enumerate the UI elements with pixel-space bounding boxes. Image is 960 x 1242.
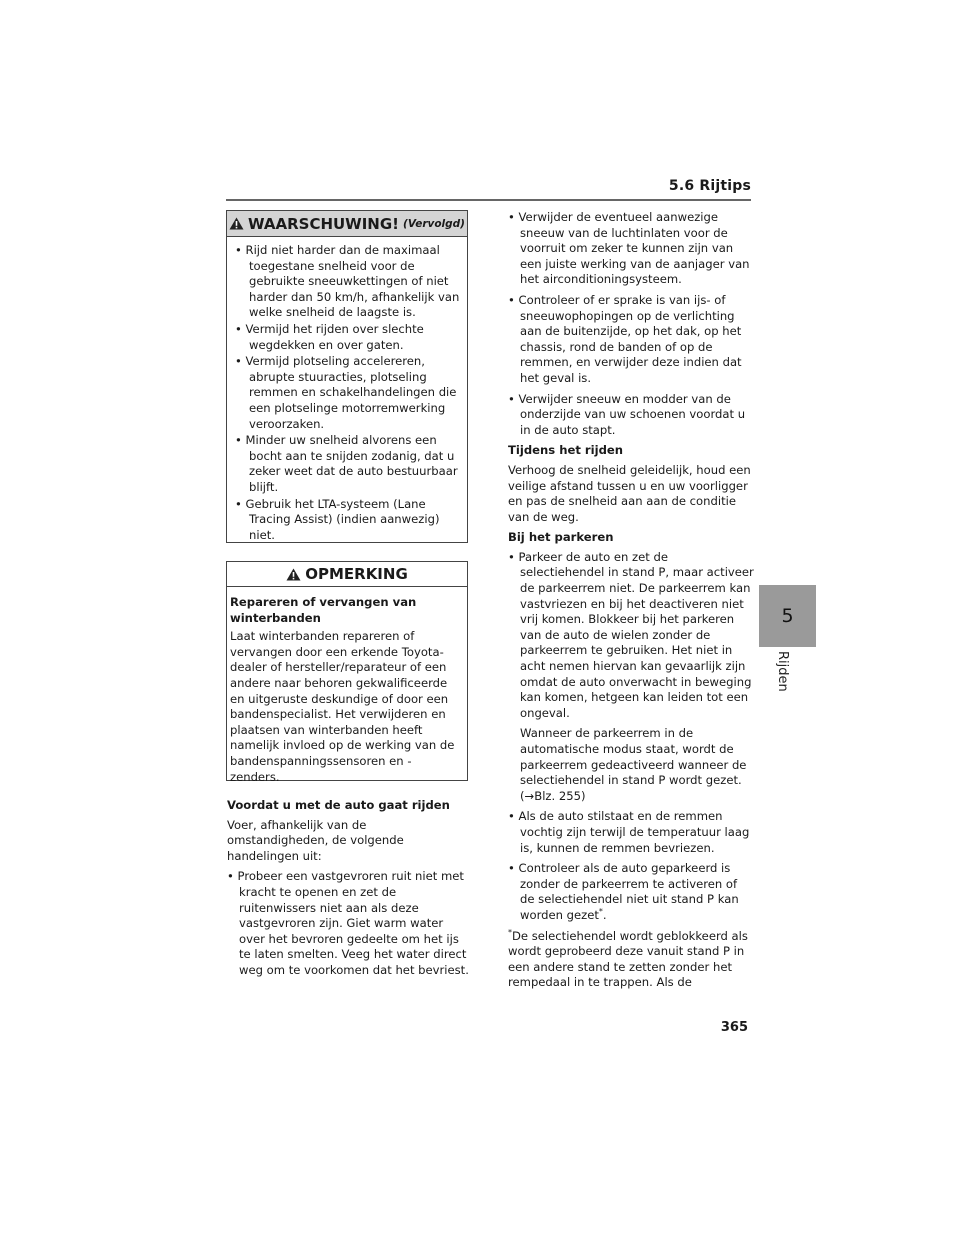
caution-icon [286, 568, 301, 581]
parking-list [508, 550, 754, 924]
notice-body [227, 587, 467, 785]
list-item: • Minder uw snelheid alvorens een bocht aan te snijden zodanig, dat u zeker weet dat de auto bestuurbaar blijft. [235, 433, 458, 494]
notice-subtitle: Repareren of vervangen van winterbanden [230, 595, 417, 625]
warning-box [226, 210, 468, 543]
list-item: • Als de auto stilstaat en de remmen vochtig zijn terwijl de temperatuur laag is, kunnen de remmen bevriezen. [508, 809, 750, 855]
warning-icon [229, 217, 244, 230]
list-item: • Parkeer de auto en zet de selectiehendel in stand P, maar activeer de parkeerrem niet. De parkeerrem kan vastvriezen en bij het deactiveren niet vrij komen. Blokkeer bij het parkeren van de auto de wielen zonder de parkeerrem te gebruiken. Het niet in acht nemen hiervan kan gevaarlijk zijn omdat de auto onverwacht in beweging kan komen, hetgeen kan leiden tot een ongeval. Wanneer de parkeerrem in de automatische modus staat, wordt de parkeerrem gedeactiveerd wanneer de selectiehendel in stand P wordt gezet. (→Blz. 255) [508, 549, 754, 803]
list-item: • Vermijd het rijden over slechte wegdekken en over gaten. [235, 321, 424, 352]
left-column [227, 798, 471, 984]
chapter-label: Rijden [775, 651, 790, 692]
notice-box [226, 561, 468, 784]
list-item: • Vermijd plotseling accelereren, abrupte stuuracties, plotseling remmen en schakelhandelingen die een plotselinge motorremwerking veroorzaken. [235, 354, 457, 431]
list-item: • Verwijder de eventueel aanwezige sneeuw van de luchtinlaten voor de voorruit om zeker te kunnen zijn van een juiste werking van de aanjager van het airconditioningsysteem. [508, 210, 750, 287]
right-column [508, 210, 754, 996]
parking-heading: Bij het parkeren [508, 530, 614, 545]
list-item: • Verwijder sneeuw en modder van de onderzijde van uw schoenen voordat u in de auto stapt. [508, 391, 746, 437]
parking-note: Wanneer de parkeerrem in de automatische modus staat, wordt de parkeerrem gedeactiveerd wanneer de selectiehendel in stand P wordt gezet. (→Blz. 255) [520, 726, 747, 803]
list-item: • Probeer een vastgevroren ruit niet met kracht te openen en zet de ruitenwissers niet aan als deze vastgevroren zijn. Giet warm water over het bevroren gedeelte om het ijs te laten smelten. Veeg het water direct weg om te voorkomen dat het bevriest. [227, 869, 469, 977]
warning-header [227, 211, 467, 237]
list-item: • Controleer of er sprake is van ijs- of sneeuwophopingen op de verlichting aan de buitenzijde, op het dak, op het chassis, rond de banden of op de remmen, en verwijder deze indien dat het geval is. [508, 292, 742, 385]
before-driving-list [227, 869, 471, 978]
warning-title: WAARSCHUWING! [248, 214, 400, 233]
warning-list [227, 237, 467, 543]
warning-continued: (Vervolgd) [403, 217, 465, 230]
notice-title: OPMERKING [305, 565, 408, 583]
header-rule [226, 199, 751, 201]
notice-text: Laat winterbanden repareren of vervangen door een erkende Toyota-dealer of hersteller/reparateur of een andere naar behoren gekwalificeerde en uitgeruste deskundige of door een bandenspecialist. Het verwijderen en plaatsen van winterbanden heeft namelijk invloed op de werking van de bandenspanningssensoren en -zenders. [230, 629, 455, 784]
while-driving-heading: Tijdens het rijden [508, 443, 623, 458]
chapter-number: 5 [781, 605, 794, 627]
before-driving-list-cont [508, 210, 754, 438]
list-item: • Controleer als de auto geparkeerd is zonder de parkeerrem te activeren of de selectiehendel niet uit stand P kan worden gezet*. [508, 861, 739, 922]
list-item: • Gebruik het LTA-systeem (Lane Tracing Assist) (indien aanwezig) niet. [235, 496, 440, 542]
footnote: *De selectiehendel wordt geblokkeerd als wordt geprobeerd deze vanuit stand P in een andere stand te zetten zonder het rempedaal in te trappen. Als de [508, 927, 748, 990]
page-number: 365 [720, 1020, 748, 1035]
before-driving-intro: Voer, afhankelijk van de omstandigheden, de volgende handelingen uit: [227, 817, 404, 863]
notice-header [227, 562, 467, 587]
list-item: • Rijd niet harder dan de maximaal toegestane snelheid voor de gebruikte sneeuwkettingen of niet harder dan 50 km/h, afhankelijk van welke snelheid de laagste is. [235, 243, 460, 320]
section-title: 5.6 Rijtips [668, 178, 751, 194]
while-driving-text: Verhoog de snelheid geleidelijk, houd een veilige afstand tussen u en uw voorligger en pas de snelheid aan aan de conditie van de weg. [508, 462, 751, 524]
before-driving-heading: Voordat u met de auto gaat rijden [227, 798, 450, 812]
